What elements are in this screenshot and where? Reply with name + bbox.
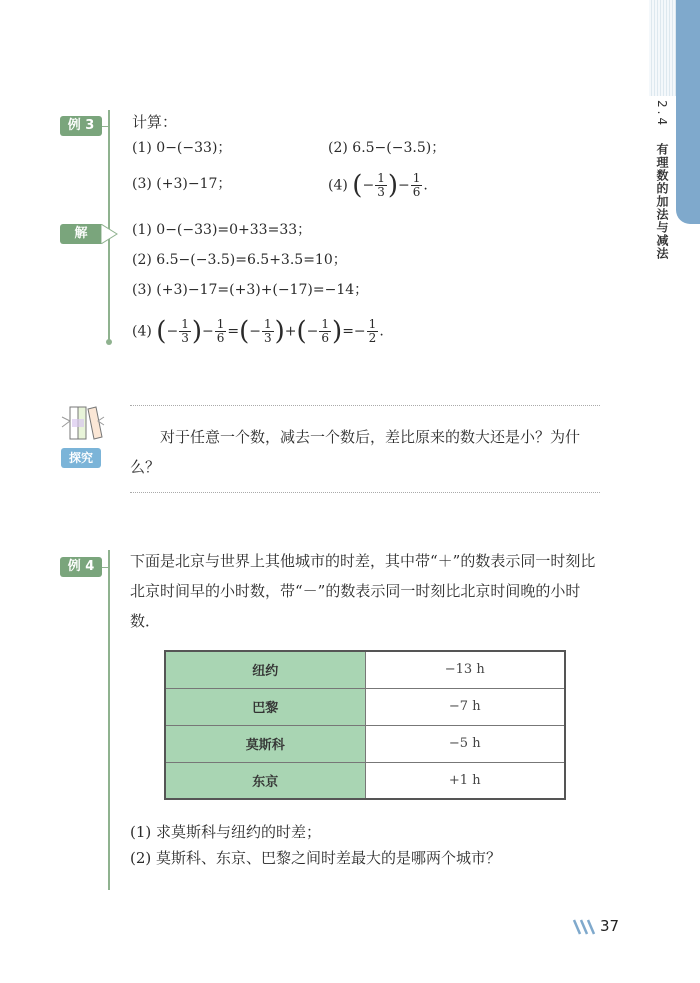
chapter-heading <box>652 100 672 260</box>
diff-cell: −13 h <box>365 651 565 688</box>
section-number: 2.4 <box>655 100 669 129</box>
city-cell: 莫斯科 <box>165 725 365 762</box>
example-4-intro: 下面是北京与世界上其他城市的时差，其中带“＋”的数表示同一时刻比北京时间早的小时数，带“－”的数表示同一时刻比北京时间晚的小时数． <box>130 552 596 630</box>
question-1: (1) 求莫斯科与纽约的时差； <box>130 823 322 841</box>
explore-top-divider <box>130 405 600 406</box>
question-2: (2) 莫斯科、东京、巴黎之间时差最大的是哪两个城市？ <box>130 849 502 867</box>
table-row <box>165 688 565 725</box>
decorative-stripes <box>649 0 676 96</box>
city-cell: 巴黎 <box>165 688 365 725</box>
page-slashes-icon <box>572 918 600 936</box>
diff-cell: +1 h <box>365 762 565 799</box>
example-4-badge: 例 4 <box>60 557 102 577</box>
explore-bottom-divider <box>130 492 600 493</box>
section-title: 有理数的加法与减法 <box>655 142 669 260</box>
page-number: 37 <box>600 917 620 935</box>
solution-arrow-icon <box>101 224 119 244</box>
example-4-rail <box>108 550 110 890</box>
solution-1: (1) 0−(−33)=0+33=33； <box>132 222 312 238</box>
example-3-prompt: 计算： <box>132 113 178 131</box>
chapter-tab <box>676 0 700 224</box>
problem-1: (1) 0−(−33)； <box>132 140 232 156</box>
table-row <box>165 762 565 799</box>
city-cell: 纽约 <box>165 651 365 688</box>
problem-3: (3) (+3)−17； <box>132 176 232 192</box>
books-icon <box>58 403 108 443</box>
diff-cell: −7 h <box>365 688 565 725</box>
problem-4: (4) (− $\frac{1}{3}$ )− $\frac{1}{6}$ . <box>328 170 428 201</box>
solution-badge: 解 <box>60 224 102 244</box>
timezone-table <box>164 650 566 800</box>
table-row <box>165 651 565 688</box>
explore-badge: 探究 <box>61 448 101 468</box>
solution-2: (2) 6.5−(−3.5)=6.5+3.5=10； <box>132 252 347 268</box>
city-cell: 东京 <box>165 762 365 799</box>
example-3-badge: 例 3 <box>60 116 102 136</box>
explore-text: 对于任意一个数，减去一个数后，差比原来的数大还是小？为什么？ <box>130 428 581 476</box>
diff-cell: −5 h <box>365 725 565 762</box>
rail-end-dot <box>106 339 112 345</box>
solution-3: (3) (+3)−17=(+3)+(−17)=−14； <box>132 282 369 298</box>
table-row <box>165 725 565 762</box>
solution-4: (4) (− $\frac{1}{3}$ )− $\frac{1}{6}$ =(− $\frac{1}{3}$ )+(− $\frac{1}{6}$ )=− $\frac{1}{2}$ . <box>132 316 384 347</box>
problem-2: (2) 6.5−(−3.5)； <box>328 140 446 156</box>
